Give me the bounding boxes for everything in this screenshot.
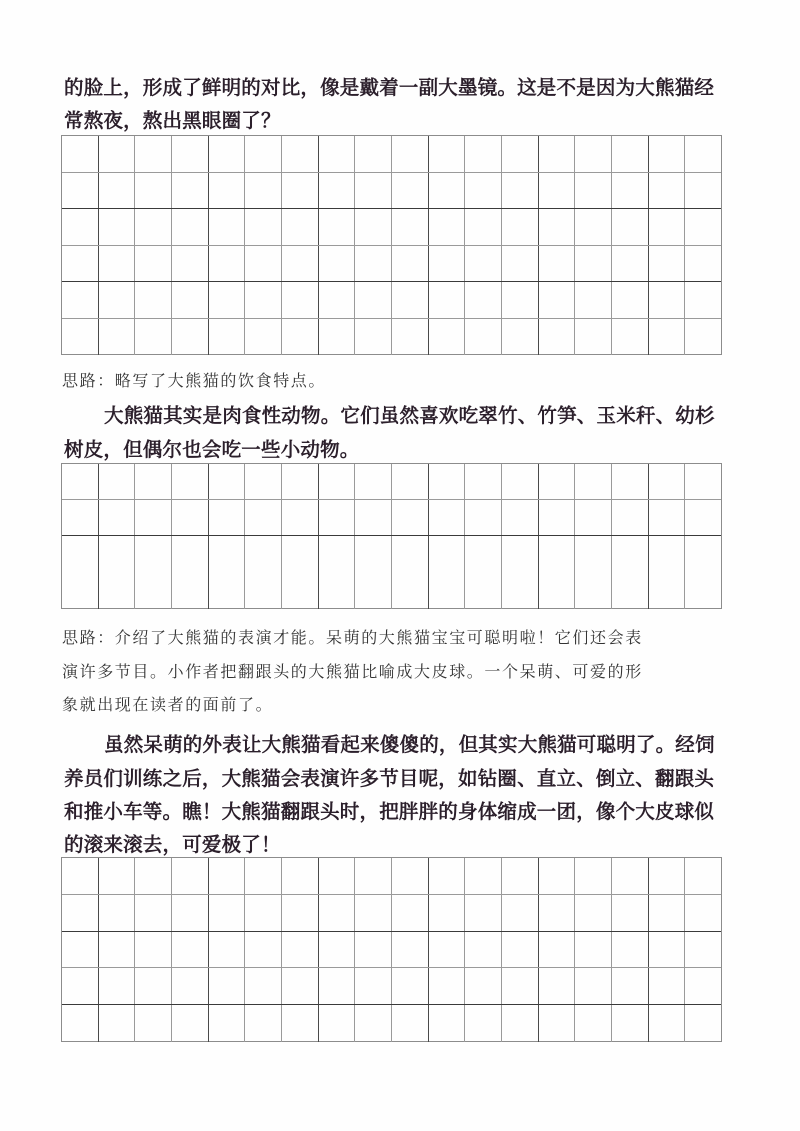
grid-cell[interactable]	[135, 282, 172, 318]
grid-cell[interactable]	[429, 464, 466, 499]
grid-cell[interactable]	[392, 858, 429, 894]
grid-cell[interactable]	[282, 246, 319, 281]
grid-cell[interactable]	[355, 464, 392, 499]
grid-cell[interactable]	[282, 968, 319, 1004]
grid-cell[interactable]	[135, 209, 172, 245]
hint-line: 演许多节目。小作者把翻跟头的大熊猫比喻成大皮球。一个呆萌、可爱的形	[62, 662, 643, 681]
writing-grid-2[interactable]	[61, 463, 722, 609]
grid-cell[interactable]	[282, 173, 319, 208]
grid-cell[interactable]	[355, 319, 392, 355]
grid-cell[interactable]	[685, 895, 721, 931]
grid-cell[interactable]	[62, 500, 99, 535]
grid-cell[interactable]	[649, 895, 686, 931]
grid-cell[interactable]	[429, 858, 466, 894]
grid-cell[interactable]	[539, 932, 576, 967]
grid-cell[interactable]	[209, 282, 246, 318]
grid-cell[interactable]	[172, 536, 209, 609]
grid-cell[interactable]	[392, 895, 429, 931]
grid-cell[interactable]	[172, 136, 209, 172]
grid-cell[interactable]	[355, 536, 392, 609]
grid-cell[interactable]	[172, 464, 209, 499]
grid-cell[interactable]	[209, 173, 246, 208]
grid-cell[interactable]	[502, 968, 539, 1004]
grid-cell[interactable]	[465, 968, 502, 1004]
grid-cell[interactable]	[355, 968, 392, 1004]
grid-cell[interactable]	[539, 895, 576, 931]
grid-cell[interactable]	[502, 500, 539, 535]
grid-cell[interactable]	[62, 173, 99, 208]
grid-cell[interactable]	[465, 319, 502, 355]
grid-cell[interactable]	[282, 932, 319, 967]
grid-cell[interactable]	[209, 1005, 246, 1042]
grid-cell[interactable]	[649, 136, 686, 172]
grid-cell[interactable]	[575, 895, 612, 931]
grid-cell[interactable]	[502, 209, 539, 245]
grid-cell[interactable]	[685, 136, 721, 172]
grid-cell[interactable]	[575, 932, 612, 967]
grid-cell[interactable]	[502, 173, 539, 208]
grid-row	[62, 136, 721, 173]
grid-cell[interactable]	[612, 500, 649, 535]
grid-cell[interactable]	[209, 246, 246, 281]
grid-cell[interactable]	[429, 1005, 466, 1042]
grid-cell[interactable]	[355, 1005, 392, 1042]
grid-cell[interactable]	[99, 895, 136, 931]
grid-cell[interactable]	[685, 500, 721, 535]
grid-cell[interactable]	[245, 968, 282, 1004]
grid-cell[interactable]	[99, 536, 136, 609]
grid-cell[interactable]	[62, 319, 99, 355]
grid-cell[interactable]	[502, 1005, 539, 1042]
grid-cell[interactable]	[319, 319, 356, 355]
grid-cell[interactable]	[649, 464, 686, 499]
grid-cell[interactable]	[539, 536, 576, 609]
grid-row	[62, 173, 721, 209]
grid-cell[interactable]	[685, 1005, 721, 1042]
grid-cell[interactable]	[282, 500, 319, 535]
grid-cell[interactable]	[465, 173, 502, 208]
grid-cell[interactable]	[429, 246, 466, 281]
grid-cell[interactable]	[392, 464, 429, 499]
grid-cell[interactable]	[539, 500, 576, 535]
grid-cell[interactable]	[99, 246, 136, 281]
grid-cell[interactable]	[319, 246, 356, 281]
grid-cell[interactable]	[612, 536, 649, 609]
grid-cell[interactable]	[392, 1005, 429, 1042]
grid-cell[interactable]	[649, 173, 686, 208]
grid-cell[interactable]	[685, 968, 721, 1004]
grid-cell[interactable]	[685, 319, 721, 355]
grid-cell[interactable]	[172, 968, 209, 1004]
grid-cell[interactable]	[245, 895, 282, 931]
grid-cell[interactable]	[575, 173, 612, 208]
grid-cell[interactable]	[575, 246, 612, 281]
grid-cell[interactable]	[649, 1005, 686, 1042]
grid-cell[interactable]	[539, 246, 576, 281]
grid-cell[interactable]	[99, 209, 136, 245]
grid-row	[62, 968, 721, 1005]
grid-row	[62, 536, 721, 609]
grid-cell[interactable]	[282, 209, 319, 245]
grid-cell[interactable]	[99, 319, 136, 355]
grid-cell[interactable]	[282, 895, 319, 931]
grid-cell[interactable]	[612, 282, 649, 318]
grid-cell[interactable]	[172, 282, 209, 318]
grid-cell[interactable]	[282, 536, 319, 609]
grid-cell[interactable]	[135, 895, 172, 931]
grid-cell[interactable]	[62, 209, 99, 245]
grid-cell[interactable]	[612, 1005, 649, 1042]
grid-cell[interactable]	[429, 173, 466, 208]
grid-cell[interactable]	[282, 1005, 319, 1042]
grid-cell[interactable]	[465, 246, 502, 281]
grid-row	[62, 895, 721, 932]
grid-cell[interactable]	[62, 136, 99, 172]
grid-row	[62, 932, 721, 968]
grid-cell[interactable]	[465, 464, 502, 499]
grid-cell[interactable]	[612, 464, 649, 499]
grid-cell[interactable]	[319, 136, 356, 172]
grid-cell[interactable]	[429, 136, 466, 172]
grid-cell[interactable]	[209, 895, 246, 931]
grid-cell[interactable]	[245, 932, 282, 967]
hint-line: 象就出现在读者的面前了。	[62, 695, 274, 714]
grid-cell[interactable]	[135, 319, 172, 355]
passage-line: 大熊猫其实是肉食性动物。它们虽然喜欢吃翠竹、竹笋、玉米秆、幼杉	[104, 404, 715, 427]
grid-cell[interactable]	[209, 932, 246, 967]
grid-cell[interactable]	[575, 500, 612, 535]
grid-cell[interactable]	[355, 500, 392, 535]
grid-cell[interactable]	[575, 136, 612, 172]
grid-cell[interactable]	[62, 895, 99, 931]
grid-cell[interactable]	[429, 319, 466, 355]
grid-cell[interactable]	[685, 536, 721, 609]
grid-cell[interactable]	[282, 136, 319, 172]
grid-cell[interactable]	[355, 282, 392, 318]
grid-cell[interactable]	[355, 858, 392, 894]
grid-cell[interactable]	[245, 858, 282, 894]
grid-cell[interactable]	[209, 209, 246, 245]
grid-cell[interactable]	[99, 932, 136, 967]
grid-cell[interactable]	[649, 932, 686, 967]
grid-cell[interactable]	[502, 858, 539, 894]
grid-cell[interactable]	[465, 1005, 502, 1042]
grid-cell[interactable]	[172, 858, 209, 894]
grid-cell[interactable]	[612, 895, 649, 931]
grid-cell[interactable]	[319, 968, 356, 1004]
grid-cell[interactable]	[319, 858, 356, 894]
grid-cell[interactable]	[649, 282, 686, 318]
grid-cell[interactable]	[245, 500, 282, 535]
grid-cell[interactable]	[429, 536, 466, 609]
grid-cell[interactable]	[99, 136, 136, 172]
grid-cell[interactable]	[575, 282, 612, 318]
grid-cell[interactable]	[99, 282, 136, 318]
grid-cell[interactable]	[539, 319, 576, 355]
grid-cell[interactable]	[502, 536, 539, 609]
grid-cell[interactable]	[465, 136, 502, 172]
grid-cell[interactable]	[209, 464, 246, 499]
grid-cell[interactable]	[62, 968, 99, 1004]
grid-cell[interactable]	[62, 246, 99, 281]
grid-cell[interactable]	[172, 319, 209, 355]
grid-cell[interactable]	[355, 932, 392, 967]
passage-line: 和推小车等。瞧！大熊猫翻跟头时，把胖胖的身体缩成一团，像个大皮球似	[64, 800, 715, 823]
grid-cell[interactable]	[539, 136, 576, 172]
grid-cell[interactable]	[319, 500, 356, 535]
grid-cell[interactable]	[245, 464, 282, 499]
grid-cell[interactable]	[319, 536, 356, 609]
grid-cell[interactable]	[355, 209, 392, 245]
grid-cell[interactable]	[612, 209, 649, 245]
grid-cell[interactable]	[62, 536, 99, 609]
grid-cell[interactable]	[135, 500, 172, 535]
grid-cell[interactable]	[575, 536, 612, 609]
grid-cell[interactable]	[539, 282, 576, 318]
grid-cell[interactable]	[539, 464, 576, 499]
grid-cell[interactable]	[392, 246, 429, 281]
grid-cell[interactable]	[282, 319, 319, 355]
grid-cell[interactable]	[319, 209, 356, 245]
grid-cell[interactable]	[319, 895, 356, 931]
grid-cell[interactable]	[649, 536, 686, 609]
grid-cell[interactable]	[685, 209, 721, 245]
grid-cell[interactable]	[429, 895, 466, 931]
grid-cell[interactable]	[355, 136, 392, 172]
grid-cell[interactable]	[429, 968, 466, 1004]
grid-cell[interactable]	[245, 246, 282, 281]
grid-cell[interactable]	[685, 246, 721, 281]
grid-cell[interactable]	[209, 500, 246, 535]
grid-cell[interactable]	[172, 246, 209, 281]
grid-row	[62, 858, 721, 895]
grid-row	[62, 500, 721, 536]
grid-cell[interactable]	[429, 932, 466, 967]
grid-cell[interactable]	[355, 173, 392, 208]
grid-cell[interactable]	[649, 968, 686, 1004]
grid-cell[interactable]	[392, 136, 429, 172]
grid-cell[interactable]	[99, 1005, 136, 1042]
grid-cell[interactable]	[612, 858, 649, 894]
grid-cell[interactable]	[209, 858, 246, 894]
grid-cell[interactable]	[99, 858, 136, 894]
grid-cell[interactable]	[172, 1005, 209, 1042]
grid-cell[interactable]	[62, 932, 99, 967]
grid-cell[interactable]	[685, 464, 721, 499]
grid-cell[interactable]	[99, 173, 136, 208]
grid-cell[interactable]	[172, 932, 209, 967]
grid-cell[interactable]	[465, 209, 502, 245]
grid-cell[interactable]	[392, 536, 429, 609]
grid-cell[interactable]	[172, 173, 209, 208]
grid-cell[interactable]	[319, 173, 356, 208]
grid-cell[interactable]	[465, 500, 502, 535]
grid-cell[interactable]	[135, 173, 172, 208]
grid-cell[interactable]	[429, 500, 466, 535]
grid-cell[interactable]	[135, 464, 172, 499]
grid-cell[interactable]	[575, 319, 612, 355]
grid-cell[interactable]	[355, 246, 392, 281]
grid-cell[interactable]	[575, 209, 612, 245]
grid-cell[interactable]	[685, 932, 721, 967]
grid-cell[interactable]	[245, 136, 282, 172]
grid-cell[interactable]	[502, 932, 539, 967]
grid-cell[interactable]	[465, 858, 502, 894]
grid-cell[interactable]	[539, 968, 576, 1004]
grid-cell[interactable]	[355, 895, 392, 931]
grid-cell[interactable]	[685, 282, 721, 318]
grid-cell[interactable]	[135, 858, 172, 894]
grid-cell[interactable]	[539, 858, 576, 894]
grid-cell[interactable]	[245, 173, 282, 208]
grid-cell[interactable]	[685, 173, 721, 208]
passage-line: 树皮，但偶尔也会吃一些小动物。	[64, 438, 360, 461]
grid-cell[interactable]	[649, 500, 686, 535]
grid-cell[interactable]	[319, 282, 356, 318]
grid-cell[interactable]	[172, 895, 209, 931]
passage-line: 的滚来滚去，可爱极了！	[64, 833, 281, 856]
grid-row	[62, 319, 721, 355]
grid-cell[interactable]	[502, 136, 539, 172]
grid-cell[interactable]	[649, 319, 686, 355]
grid-cell[interactable]	[575, 1005, 612, 1042]
grid-cell[interactable]	[465, 282, 502, 318]
grid-cell[interactable]	[62, 1005, 99, 1042]
grid-cell[interactable]	[282, 282, 319, 318]
grid-cell[interactable]	[649, 209, 686, 245]
grid-cell[interactable]	[282, 464, 319, 499]
grid-cell[interactable]	[99, 464, 136, 499]
grid-cell[interactable]	[245, 282, 282, 318]
grid-cell[interactable]	[319, 1005, 356, 1042]
grid-cell[interactable]	[502, 895, 539, 931]
grid-cell[interactable]	[99, 500, 136, 535]
grid-cell[interactable]	[99, 968, 136, 1004]
grid-cell[interactable]	[209, 319, 246, 355]
grid-cell[interactable]	[465, 895, 502, 931]
grid-cell[interactable]	[575, 464, 612, 499]
grid-row	[62, 464, 721, 500]
grid-row	[62, 246, 721, 282]
passage-line: 常熬夜，熬出黑眼圈了？	[64, 109, 281, 132]
grid-cell[interactable]	[319, 932, 356, 967]
grid-cell[interactable]	[539, 173, 576, 208]
grid-cell[interactable]	[135, 968, 172, 1004]
grid-cell[interactable]	[135, 932, 172, 967]
grid-cell[interactable]	[135, 1005, 172, 1042]
grid-cell[interactable]	[612, 136, 649, 172]
grid-cell[interactable]	[392, 932, 429, 967]
grid-cell[interactable]	[172, 500, 209, 535]
grid-row	[62, 209, 721, 246]
grid-cell[interactable]	[392, 319, 429, 355]
grid-cell[interactable]	[392, 500, 429, 535]
grid-cell[interactable]	[245, 536, 282, 609]
grid-cell[interactable]	[649, 246, 686, 281]
grid-cell[interactable]	[319, 464, 356, 499]
grid-cell[interactable]	[209, 968, 246, 1004]
grid-cell[interactable]	[429, 209, 466, 245]
grid-cell[interactable]	[62, 464, 99, 499]
grid-cell[interactable]	[392, 968, 429, 1004]
grid-cell[interactable]	[245, 1005, 282, 1042]
grid-cell[interactable]	[62, 282, 99, 318]
grid-cell[interactable]	[502, 246, 539, 281]
grid-cell[interactable]	[612, 932, 649, 967]
grid-cell[interactable]	[649, 858, 686, 894]
grid-cell[interactable]	[429, 282, 466, 318]
grid-cell[interactable]	[575, 858, 612, 894]
grid-cell[interactable]	[502, 319, 539, 355]
grid-cell[interactable]	[245, 209, 282, 245]
grid-cell[interactable]	[392, 282, 429, 318]
grid-cell[interactable]	[392, 209, 429, 245]
grid-cell[interactable]	[465, 536, 502, 609]
grid-cell[interactable]	[612, 173, 649, 208]
passage-line: 养员们训练之后，大熊猫会表演许多节目呢，如钻圈、直立、倒立、翻跟头	[64, 767, 715, 790]
grid-cell[interactable]	[502, 282, 539, 318]
writing-grid-3[interactable]	[61, 857, 722, 1042]
grid-row	[62, 1005, 721, 1042]
grid-cell[interactable]	[172, 209, 209, 245]
grid-cell[interactable]	[62, 858, 99, 894]
grid-cell[interactable]	[392, 173, 429, 208]
grid-cell[interactable]	[502, 464, 539, 499]
grid-cell[interactable]	[209, 136, 246, 172]
grid-cell[interactable]	[575, 968, 612, 1004]
grid-cell[interactable]	[612, 246, 649, 281]
hint-line: 思路：略写了大熊猫的饮食特点。	[62, 371, 327, 390]
grid-cell[interactable]	[612, 319, 649, 355]
grid-cell[interactable]	[135, 246, 172, 281]
grid-cell[interactable]	[539, 1005, 576, 1042]
hint-line: 思路：介绍了大熊猫的表演才能。呆萌的大熊猫宝宝可聪明啦！它们还会表	[62, 628, 643, 647]
grid-cell[interactable]	[135, 136, 172, 172]
grid-cell[interactable]	[465, 932, 502, 967]
grid-cell[interactable]	[612, 968, 649, 1004]
grid-row	[62, 282, 721, 319]
writing-grid-1[interactable]	[61, 135, 722, 355]
passage-line: 的脸上，形成了鲜明的对比，像是戴着一副大墨镜。这是不是因为大熊猫经	[64, 76, 715, 99]
grid-cell[interactable]	[282, 858, 319, 894]
grid-cell[interactable]	[539, 209, 576, 245]
grid-cell[interactable]	[209, 536, 246, 609]
passage-line: 虽然呆萌的外表让大熊猫看起来傻傻的，但其实大熊猫可聪明了。经饲	[104, 733, 715, 756]
grid-cell[interactable]	[245, 319, 282, 355]
grid-cell[interactable]	[685, 858, 721, 894]
grid-cell[interactable]	[135, 536, 172, 609]
